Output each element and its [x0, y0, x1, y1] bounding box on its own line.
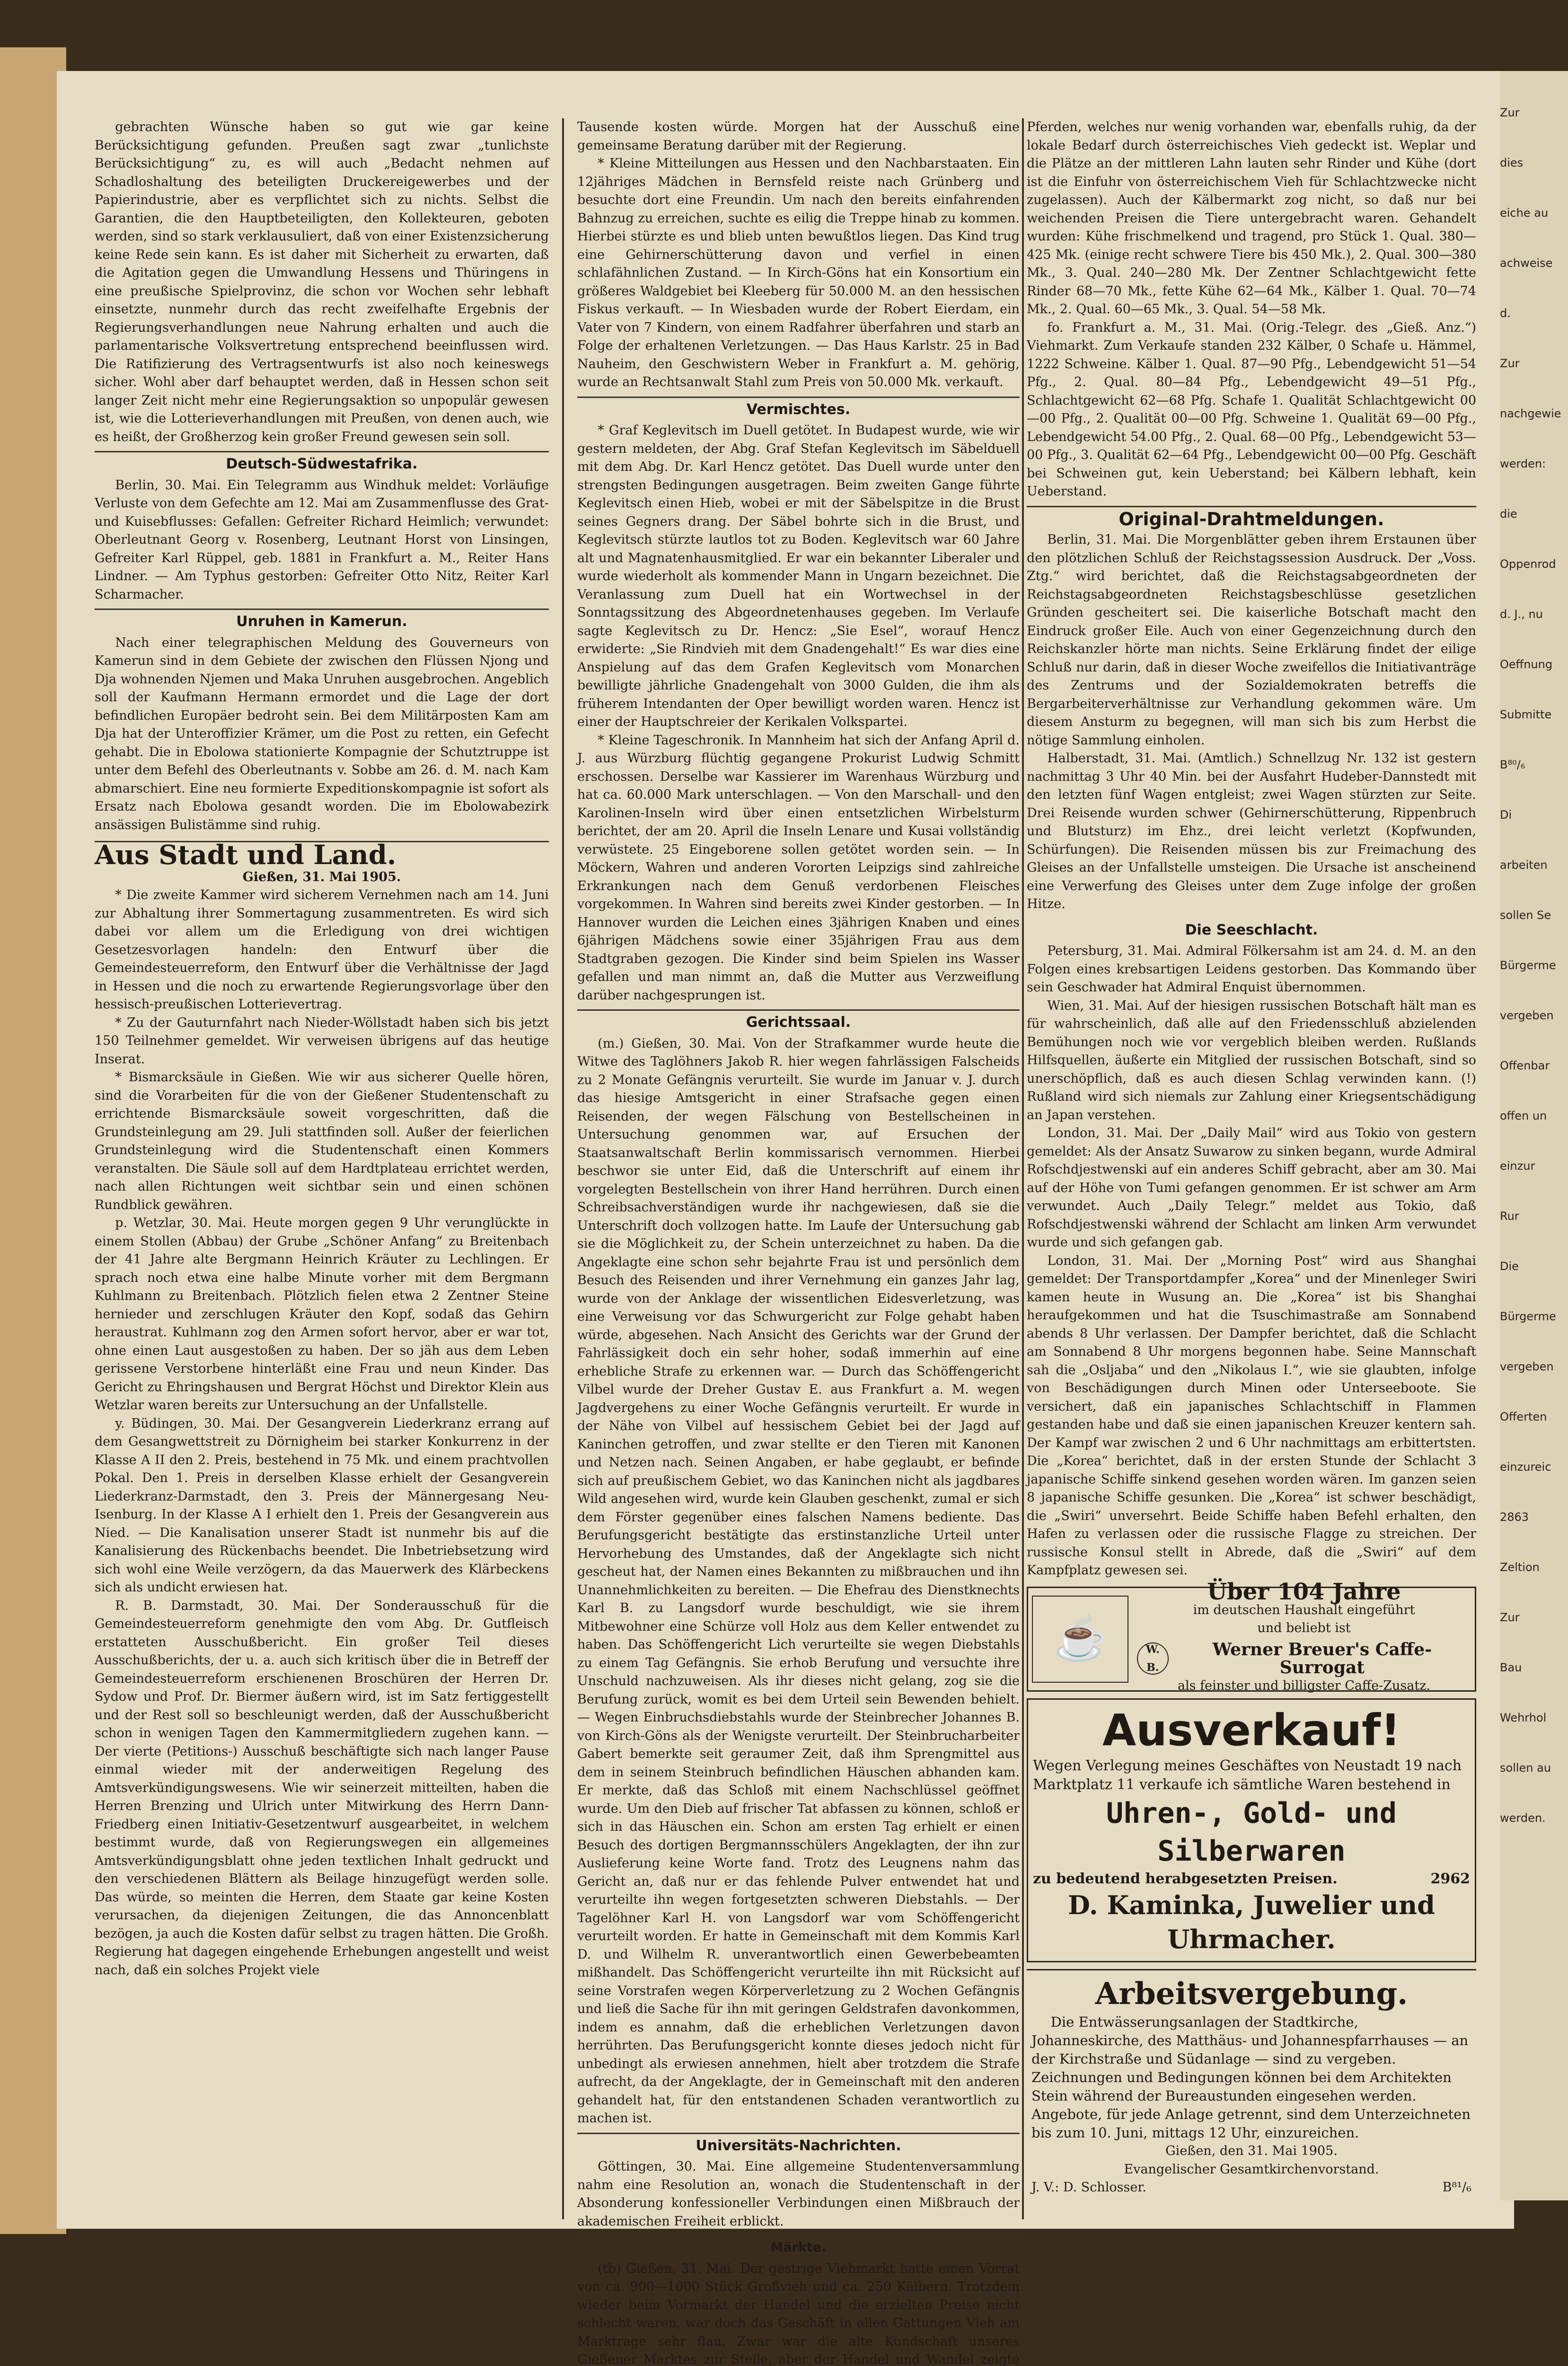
article-kammer: * Die zweite Kammer wird sicherem Vernehmen nach am 14. Juni zur Abhaltung ihrer Sommertagung zusammentreten. Es wird sich dabei vor allem um die Erledigung von drei wichtigen Gesetzesvorlagen handeln: den Entwurf über die Gemeindesteuerreform, den Entwurf über die Verhältnisse der Jagd in Hessen und die noch zu erwartende Regierungsvorlage über den hessisch-preußischen Lotterievertrag.: [95, 886, 549, 1014]
facing-page-fragment: werden.: [1500, 1810, 1568, 1827]
facing-page-fragment: Bürgerme: [1500, 957, 1568, 974]
facing-page-fragment: die: [1500, 505, 1568, 522]
ad-title: Ausverkauf!: [1033, 1704, 1470, 1757]
facing-page-fragment: Offerten: [1500, 1408, 1568, 1425]
facing-page-fragment: Oppenrod: [1500, 556, 1568, 573]
ad-prices: zu bedeutend herabgesetzten Preisen.: [1033, 1870, 1338, 1889]
article-frankfurt-viehmarkt: fo. Frankfurt a. M., 31. Mai. (Orig.-Telegr. des „Gieß. Anz.“) Viehmarkt. Zum Verkaufe standen 232 Kälber, 0 Schafe u. Hämmel, 1222 Schweine. Kälber 1. Qual. 87—90 Pfg., Lebendgewicht 51—54 Pfg., 2. Qual. 80—84 Pfg., Lebendgewicht 49—51 Pfg., Schlachtgewicht 62—68 Pfg. Schafe 1. Qualität Schlachtgewicht 00—00 Pfg., 2. Qualität 00—00 Pfg. Schweine 1. Qualität 69—00 Pfg., Lebendgewicht 54.00 Pfg., 2. Qual. 68—00 Pfg., Lebendgewicht 53—00 Pfg., 3. Qualität 62—64 Pfg., Lebendgewicht 00—00 Pfg. Geschäft bei Schweinen gut, kein Ueberstand; bei Kälbern lebhaft, kein Ueberstand.: [1027, 319, 1476, 501]
article-continuation-lotterie: gebrachten Wünsche haben so gut wie gar keine Berücksichtigung gefunden. Preußen sagt zwar „tunlichste Berücksichtigung“ zu, es will auch „Bedacht nehmen auf Schadloshaltung des beteiligten Druckereigewerbes und der Papierindustrie, aber es verpflichtet sich zu nichts. Selbst die Garantien, die den Hauptbeteiligten, den Kollekteuren, geboten werden, sind so stark verklausuliert, daß von einer Existenzsicherung keine Rede sein kann. Es ist daher mit Sicherheit zu erwarten, daß die Agitation gegen die Umwandlung Hessens und Thüringens in eine preußische Spielprovinz, die schon vor Wochen sehr lebhaft einsetzte, nunmehr durch das recht zweifelhafte Ergebnis der Regierungsverhandlungen neue Nahrung erhalten und auch die parlamentarische Volksvertretung entsprechend beeinflussen wird. Die Ratifizierung des Vertragsentwurfs ist also noch keineswegs sicher. Wohl aber darf behauptet werden, daß in Hessen schon seit langer Zeit nicht mehr eine Regierungsaktion so unpopulär gewesen ist, wie die Lotterieverhandlungen mit Preußen, von denen auch, wie es heißt, der Großherzog kein großer Freund gewesen sein soll.: [95, 118, 549, 446]
dateline: Gießen, 31. Mai 1905.: [95, 868, 549, 887]
facing-page-fragment: werden:: [1500, 455, 1568, 472]
ad-number: 2962: [1431, 1870, 1471, 1889]
article-continuation-markt: Pferden, welches nur wenig vorhanden war, ebenfalls ruhig, da der lokale Bedarf durch österreichisches Vieh gedeckt ist. Weplar und die Plätze an der mittleren Lahn lauten sehr Rinder und Kühe (dort ist die Einfuhr von österreichischem Vieh für Schlachtzwecke nicht zugelassen). Auch der Kälbermarkt zog nicht, so daß nur bei weichenden Preisen die Tiere untergebracht waren. Gehandelt wurden: Kühe frischmelkend und tragend, pro Stück 1. Qual. 380—425 Mk. (einige recht schwere Tiere bis 450 Mk.), 2. Qual. 300—380 Mk., 3. Qual. 240—280 Mk. Der Zentner Schlachtgewicht fette Rinder 68—70 Mk., fette Kühe 62—64 Mk., Kälber 1. Qual. 70—74 Mk., 2. Qual. 60—65 Mk., 3. Qual. 54—58 Mk.: [1027, 118, 1476, 319]
book-spine-edge: [0, 47, 66, 2234]
brand-logo: W. B.: [1137, 1642, 1169, 1675]
ad-caffe-surrogat: [1027, 1587, 1476, 1692]
section-title-stadt-und-land: Aus Stadt und Land.: [95, 841, 549, 865]
article-berlin: Berlin, 31. Mai. Die Morgenblätter geben ihrem Erstaunen über den plötzlichen Schluß der Reichstagssession Ausdruck. Der „Voss. Ztg.“ wird berichtet, daß die Reichstagsabgeordneten der Reichstagsabgeordneten Reichstagsbeschlüsse gesetzlichen Gründen gescheitert sei. Die kaiserliche Botschaft macht den Eindruck großer Eile. Auch von einer Gegenzeichnung durch den Reichskanzler hörte man nichts. Seine Erklärung findet der eilige Schluß nur darin, daß in dieser Woche zweifellos die Initiativanträge des Zentrums und der Sozialdemokraten betreffs die Bergarbeiterverhältnisse zur Verhandlung gekommen wäre. Um diesem Ansturm zu begegnen, will man sich bis zum Herbst die nötige Sammlung einholen.: [1027, 531, 1476, 750]
heading-maerkte: Märkte.: [577, 2235, 1020, 2257]
article-gauturnfahrt: * Zu der Gauturnfahrt nach Nieder-Wöllstadt haben sich bis jetzt 150 Teilnehmer gemeldet. Wir verweisen übrigens auf das heutige Inserat.: [95, 1014, 549, 1069]
coffee-cup-icon: ☕: [1032, 1596, 1128, 1683]
ad-brand: Werner Breuer's Caffe-Surrogat: [1173, 1641, 1471, 1677]
heading-vermischtes: Vermischtes.: [577, 397, 1020, 419]
article-kamerun: Nach einer telegraphischen Meldung des Gouverneurs von Kamerun sind in dem Gebiete der zwischen den Flüssen Njong und Dja wohnenden Njemen und Maka Unruhen ausgebrochen. Angeblich soll der Kaufmann Hermann ermordet und die Lage der dort befindlichen Europäer bedroht sein. Bei dem Militärposten Kam am Dja hat der Unteroffizier Krämer, um die Post zu retten, ein Gefecht gehabt. Die in Ebolowa stationierte Kompagnie der Schutztruppe ist unter dem Befehl des Oberleutnants v. Sobbe am 26. d. M. nach Kam abmarschiert. Eine neu formierte Expeditionskompagnie ist sofort als Ersatz nach Ebolowa gesandt worden. Die im Ebolowabezirk ansässigen Bulistämme sind ruhig.: [95, 634, 549, 835]
ad-sign: J. V.: D. Schlosser.: [1031, 2179, 1146, 2197]
ad-code: B⁸¹/₆: [1443, 2179, 1471, 2197]
ad-date: Gießen, den 31. Mai 1905.: [1031, 2142, 1471, 2161]
facing-page-fragment: B⁸⁰/₆: [1500, 756, 1568, 773]
facing-page-fragment: achweise: [1500, 255, 1568, 272]
article-wetzlar: p. Wetzlar, 30. Mai. Heute morgen gegen 9 Uhr verunglückte in einem Stollen (Abbau) der Grube „Schöner Anfang“ zu Breitenbach der 41 Jahre alte Bergmann Heinrich Kräuter zu Lechlingen. Er sprach noch etwa eine halbe Minute vorher mit dem Bergmann Kuhlmann zu Breitenbach. Plötzlich fielen etwa 2 Zentner Steine hernieder und zerschlugen Kräuter den Kopf, sodaß das Gehirn heraustrat. Kuhlmann zog den Armen sofort hervor, aber er war tot, ohne einen Laut ausgestoßen zu haben. Der so jäh aus dem Leben gerissene Verstorbene hinterläßt eine Frau und neun Kinder. Das Gericht zu Ehringshausen und Bergrat Höchst und Direktor Klein aus Wetzlar waren bereits zur Untersuchung an der Unfallstelle.: [95, 1214, 549, 1415]
article-london-morning-post: London, 31. Mai. Der „Morning Post“ wird aus Shanghai gemeldet: Der Transportdampfer „Korea“ und der Minenleger Swiri kamen heute in Wusung an. Die „Korea“ ist bis Shanghai heraufgekommen und hat die Tsuschimastraße am Sonnabend abends 8 Uhr verlassen. Der Dampfer berichtet, daß die Schlacht am Sonnabend 8 Uhr morgens begonnen habe. Seine Mannschaft sah die „Osljaba“ und den „Nikolaus I.“, wie sie glaubten, infolge von Beschädigungen durch Minen oder Unterseeboote. Sie versichert, daß ein japanisches Schlachtschiff in Flammen gestanden habe und daß sie einen japanischen Kreuzer kentern sah. Der Kampf war zwischen 2 und 6 Uhr nachmittags am erbittertsten. Die „Korea“ berichtet, daß in der ersten Stunde der Schlacht 3 japanische Schiffe sinkend gesehen worden wären. Im ganzen seien 8 japanische Schiffe gesunken. Die „Korea“ ist schwer beschädigt, die „Swiri“ unversehrt. Beide Schiffe haben Befehl erhalten, den Hafen zu verlassen oder die russische Flagge zu streichen. Der russische Konsul stellt in Abrede, daß die „Swiri“ auf dem Kampfplatz gewesen sei.: [1027, 1252, 1476, 1580]
article-halberstadt: Halberstadt, 31. Mai. (Amtlich.) Schnellzug Nr. 132 ist gestern nachmittag 3 Uhr 40 Min. bei der Ausfahrt Hudeber-Dannstedt mit den letzten fünf Wagen entgleist; zwei Wagen stürzten zur Seite. Drei Reisende wurden schwer (Gehirnerschütterung, Rippenbruch und Blutsturz) im Ehz., drei leicht verletzt (Kopfwunden, Schürfungen). Die Reisenden müssen bis zur Freimachung des Gleises an der Unfallstelle umsteigen. Die Ursache ist anscheinend eine Verwerfung des Gleises unter dem Zuge infolge der großen Hitze.: [1027, 750, 1476, 914]
facing-page-fragment: Zeltion: [1500, 1559, 1568, 1576]
facing-page-fragment: einzureic: [1500, 1458, 1568, 1475]
ad-headline: Über 104 Jahre: [1137, 1583, 1471, 1601]
heading-drahtmeldungen: Original-Drahtmeldungen.: [1027, 506, 1476, 529]
facing-page-fragment: arbeiten: [1500, 856, 1568, 874]
article-darmstadt: R. B. Darmstadt, 30. Mai. Der Sonderausschuß für die Gemeindesteuerreform genehmigte den vom Abg. Dr. Gutfleisch erstatteten Ausschußbericht. Ein großer Teil dieses Ausschußberichts, der u. a. auch sich kritisch über die in Betreff der Gemeindesteuerreform erschienenen Broschüren der Herren Dr. Sydow und Prof. Dr. Biermer äußern wird, ist im Satz fertiggestellt und der Rest soll so beschleunigt werden, daß der Ausschußbericht schon in wenigen Tagen den Kammermitgliedern zugehen kann. — Der vierte (Petitions-) Ausschuß beschäftigte sich nach langer Pause einmal wieder mit der anderweitigen Regelung des Amtsverkündigungswesens. Wie wir seinerzeit mitteilten, haben die Herren Brenzing und Ulrich unter Mitwirkung des Herrn Dann-Friedberg einen Initiativ-Gesetzentwurf ausgearbeitet, in welchem bestimmt wurde, daß von Regierungswegen ein allgemeines Amtsverkündigungsblatt ohne jeden textlichen Inhalt gedruckt und den verschiedenen Blättern als Beilage hinzugefügt werden solle. Das würde, so meinten die Herren, dem Staate gar keine Kosten verursachen, da diejenigen Zeitungen, die das Annoncenblatt bezögen, ja auch die Kosten dafür selbst zu tragen hätten. Die Großh. Regierung hat dagegen eingehende Erhebungen angestellt und weist nach, daß ein solches Projekt viele: [95, 1597, 549, 1980]
ad-line: und beliebt ist: [1137, 1619, 1471, 1638]
facing-page-fragment: Zur: [1500, 1609, 1568, 1626]
article-petersburg: Petersburg, 31. Mai. Admiral Fölkersahm ist am 24. d. M. an den Folgen eines krebsartigen Leidens gestorben. Das Kommando über sein Geschwader hat Admiral Enquist übernommen.: [1027, 942, 1476, 997]
article-bismarcksaeule: * Bismarcksäule in Gießen. Wie wir aus sicherer Quelle hören, sind die Vorarbeiten für die von der Gießener Studentenschaft zu errichtende Bismarcksäule soweit vorgeschritten, daß die Grundsteinlegung am 29. Juli stattfinden soll. Außer der feierlichen Grundsteinlegung wird die Studentenschaft einen Kommers veranstalten. Die Säule soll auf dem Hardtplateau errichtet werden, nach allen Richtungen weit sichtbar sein und einen schönen Rundblick gewähren.: [95, 1068, 549, 1214]
heading-gerichtssaal: Gerichtssaal.: [577, 1009, 1020, 1032]
facing-page-fragment: Bürgerme: [1500, 1308, 1568, 1325]
column-3: [1027, 118, 1476, 2219]
facing-page-fragment: nachgewie: [1500, 405, 1568, 422]
column-2: [577, 118, 1020, 2219]
facing-page-fragment: einzur: [1500, 1157, 1568, 1174]
facing-page-fragment: vergeben: [1500, 1358, 1568, 1375]
facing-page-fragment: Rur: [1500, 1208, 1568, 1225]
heading-universitaet: Universitäts-Nachrichten.: [577, 2133, 1020, 2155]
facing-page-fragment: Wehrhol: [1500, 1709, 1568, 1726]
article-tageschronik: * Kleine Tageschronik. In Mannheim hat sich der Anfang April d. J. aus Würzburg flüchtig gegangene Prokurist Ludwig Schmitt erschossen. Derselbe war Kassierer im Warenhaus Würzburg und hat ca. 60.000 Mark unterschlagen. — Von den Marschall- und den Karolinen-Inseln wird über einen entsetzlichen Wirbelsturm berichtet, der am 20. April die Inseln Lenare und Kusai vollständig verwüstete. 25 Eingeborene sollen getötet worden sein. — In Möckern, Wahren und anderen Vororten Leipzigs sind zahlreiche Erkrankungen nach dem Genuß verdorbenen Fleisches vorgekommen. In Wahren sind bereits zwei Kinder gestorben. — In Hannover wurden die Leichen eines 3jährigen Knaben und eines 6jährigen Mädchens sowie einer 35jährigen Frau aus dem Stadtgraben gezogen. Die Kinder sind beim Spielen ins Wasser gefallen und man nimmt an, daß die Mutter aus Verzweiflung darüber nachgesprungen ist.: [577, 732, 1020, 1005]
facing-page-fragment: d. J., nu: [1500, 606, 1568, 623]
facing-page-fragment: offen un: [1500, 1107, 1568, 1124]
ad-line: im deutschen Haushalt eingeführt: [1137, 1601, 1471, 1620]
ad-arbeitsvergebung: [1027, 1969, 1476, 2202]
facing-page-fragment: sollen Se: [1500, 907, 1568, 924]
ad-body: Die Entwässerungsanlagen der Stadtkirche, Johanneskirche, des Matthäus- und Johannespfarrhauses — an der Kirchstraße und Südanlage — sind zu vergeben. Zeichnungen und Bedingungen können bei dem Architekten Stein während der Bureaustunden eingesehen werden. Angebote, für jede Anlage getrennt, sind dem Unterzeichneten bis zum 10. Juni, mittags 12 Uhr, einzureichen.: [1031, 2013, 1471, 2142]
facing-page-edge: [1500, 71, 1568, 2200]
column-rule: [1022, 118, 1024, 2219]
heading-suedwestafrika: Deutsch-Südwestafrika.: [95, 451, 549, 474]
article-suedwestafrika: Berlin, 30. Mai. Ein Telegramm aus Windhuk meldet: Vorläufige Verluste von dem Gefechte am 12. Mai am Zusammenflusse des Grat- und Kuisebflusses: Gefallen: Gefreiter Richard Heimlich; verwundet: Oberleutnant Georg v. Rosenberg, Leutnant Horst von Linsingen, Gefreiter Karl Rüppel, geb. 1881 in Frankfurt a. M., Reiter Hans Lindner. — Am Typhus gestorben: Gefreiter Otto Nitz, Reiter Karl Scharmacher.: [95, 477, 549, 604]
facing-page-fragment: Die: [1500, 1258, 1568, 1275]
facing-page-fragment: Zur: [1500, 355, 1568, 372]
article-kleine-mitteilungen: * Kleine Mitteilungen aus Hessen und den Nachbarstaaten. Ein 12jähriges Mädchen in Bernsfeld reiste nach Grünberg und besuchte dort eine Freundin. Um nach den bereits einfahrenden Bahnzug zu erreichen, suchte es eilig die Treppe hinab zu kommen. Hierbei stürzte es und blieb unten bewußtlos liegen. Das Kind trug eine Gehirnerschütterung davon und verfiel in einen schlafähnlichen Zustand. — In Kirch-Göns hat ein Konsortium ein größeres Waldgebiet bei Kleeberg für 50.000 M. an den hessischen Fiskus verkauft. — In Wiesbaden wurde der Robert Eierdam, ein Vater von 7 Kindern, von einem Radfahrer überfahren und starb an Folge der erhaltenen Verletzungen. — Das Haus Karlstr. 25 in Bad Nauheim, den Geschwistern Weber in Frankfurt a. M. gehörig, wurde an Rechtsanwalt Stahl zum Preis von 50.000 Mk. verkauft.: [577, 155, 1020, 392]
facing-page-fragment: dies: [1500, 154, 1568, 171]
article-duell: * Graf Keglevitsch im Duell getötet. In Budapest wurde, wie wir gestern meldeten, der Abg. Graf Stefan Keglevitsch im Säbelduell mit dem Abg. Dr. Karl Hencz getötet. Das Duell wurde unter den strengsten Bedingungen ausgetragen. Beim zweiten Gange führte Keglevitsch einen Hieb, wobei er mit der Säbelspitze in die Brust seines Gegners drang. Der Säbel bohrte sich in die Brust, und Keglevitsch stürzte lautlos tot zu Boden. Keglevitsch war 60 Jahre alt und Magnatenhausmitglied. Er war ein bekannter Liberaler und wurde wiederholt als kommender Mann in Ungarn bezeichnet. Die Veranlassung zum Duell hat ein Wortwechsel in der Sonntagssitzung des Abgeordnetenhauses gegeben. Im Verlaufe sagte Keglevitsch zu Dr. Hencz: „Sie Esel“, worauf Hencz erwiderte: „Sie Rindvieh mit dem Gnadengehalt!“ Es war dies eine Anspielung auf das dem Grafen Keglevitsch vom Monarchen bewilligte jährliche Gnadengehalt von 3000 Gulden, die ihm als früherem Intendanten der Oper bewilligt worden waren. Hencz ist einer der Hauptschreier der Kerikalen Volkspartei.: [577, 422, 1020, 732]
ad-title: Arbeitsvergebung.: [1031, 1975, 1471, 2013]
facing-page-fragment: 2863: [1500, 1509, 1568, 1526]
facing-page-fragment: Submitte: [1500, 706, 1568, 723]
facing-page-fragment: vergeben: [1500, 1007, 1568, 1024]
column-rule: [562, 118, 564, 2219]
facing-page-fragment: Zur: [1500, 104, 1568, 121]
heading-kamerun: Unruhen in Kamerun.: [95, 609, 549, 631]
facing-page-fragment: Oeffnung: [1500, 656, 1568, 673]
article-gerichtssaal: (m.) Gießen, 30. Mai. Von der Strafkammer wurde heute die Witwe des Taglöhners Jakob R. hier wegen fahrlässigen Falscheids zu 2 Monate Gefängnis verurteilt. Sie wurde im Januar v. J. durch das hiesige Amtsgericht in einer Strafsache gegen einen Reisenden, der wegen Fälschung von Bestellscheinen in Untersuchung genommen war, auf Ersuchen der Staatsanwaltschaft Berlin kommissarisch vernommen. Hierbei beschwor sie unter Eid, daß die Unterschrift auf einem ihr vorgelegten Bestellschein von ihrer Hand herrühren. Durch einen Schreibsachverständigen wurde ihr nachgewiesen, daß sie die Unterschrift doch vollzogen hatte. Im Laufe der Untersuchung gab sie die Möglichkeit zu, der Schein unterzeichnet zu haben. Da die Angeklagte eine schon sehr bejahrte Frau ist und persönlich dem Besuch des Reisenden und ihrer Vernehmung ein ganzes Jahr lag, wurde von der Anklage der wissentlichen Eidesverletzung, was eine Verweisung vor das Schwurgericht zur Folge gehabt haben würde, abgesehen. Nach Ansicht des Gerichts war der Grund der Fahrlässigkeit doch ein sehr hoher, sodaß immerhin auf eine erhebliche Strafe zu erkennen war. — Durch das Schöffengericht Vilbel wurde der Dreher Gustav E. aus Frankfurt a. M. wegen Jagdvergehens zu einer Woche Gefängnis verurteilt. Er wurde in der Nähe von Vilbel auf hessischem Gebiet bei der Jagd auf Kaninchen getroffen, und zwar stellte er den Tieren mit Kanonen und Netzen nach. Seinen Angaben, er habe geglaubt, er befinde sich auf preußischem Gebiet, wo das Kaninchen nicht als jagdbares Wild angesehen wird, wurde kein Glauben geschenkt, zumal er sich dem Förster gegenüber eines falschen Namens bediente. Das Berufungsgericht bestätigte das erstinstanzliche Urteil unter Hervorhebung des Umstandes, daß der Angeklagte sich nicht gescheut hat, der Namen eines Bekannten zu mißbrauchen und ihn Unannehmlichkeiten zu bereiten. — Die Ehefrau des Dienstknechts Karl B. zu Langsdorf wurde beschuldigt, wie sie ihrem Mitbewohner eine Schürze voll Holz aus dem Keller entwendet zu haben. Das Schöffengericht Lich verurteilte sie wegen Diebstahls zu einem Tag Gefängnis. Sie erhob Berufung und versuchte ihre Unschuld nachzuweisen. Als ihr dieses nicht gelang, zog sie die Berufung zurück, womit es bei dem Urteil sein Bewenden behielt. — Wegen Einbruchsdiebstahls wurde der Steinbrecher Johannes B. von Kirch-Göns als der Wenigste verurteilt. Der Steinbrucharbeiter Gabert bemerkte seit geraumer Zeit, daß ihm Sprengmittel aus dem in seinem Steinbruch befindlichen Häuschen abhanden kam. Er merkte, daß das Schloß mit einem Nachschlüssel geöffnet wurde. Um den Dieb auf frischer Tat abfassen zu können, schloß er sich in das Häuschen ein. Schon am ersten Tag erhielt er einen Besuch des dortigen Bergmannsschülers Angeklagten, der ihn zur Auslieferung keine Worte fand. Trotz des Leugnens nahm das Gericht an, daß nur er das fehlende Pulver entwendet hat und verurteilte ihn wegen fortgesetzten schweren Diebstahls. — Der Tagelöhner Karl H. von Langsdorf war vom Schöffengericht verurteilt worden. Er hatte in Gemeinschaft mit dem Kommis Karl D. und Wilhelm R. unverantwortlich einen Gewerbebeamten mißhandelt. Das Schöffengericht verurteilte ihn mit Rücksicht auf seine Vorstrafen wegen Körperverletzung zu 2 Wochen Gefängnis und ließ die Sache für ihn mit geringen Geldstrafen davonkommen, indem es annahm, daß die erheblichen Verletzungen davon herrührten. Das Berufungsgericht konnte dieses jedoch nicht für unbedingt als erwiesen annehmen, hielt aber trotzdem die Strafe aufrecht, da der Angeklagte, der in Gemeinschaft mit den anderen gehandelt hat, für den entstandenen Schaden verantwortlich zu machen ist.: [577, 1035, 1020, 2128]
article-viehmarkt-giessen: (tb) Gießen, 31. Mai. Der gestrige Viehmarkt hatte einen Vorrat von ca. 900—1000 Stück Großvieh und ca. 250 Kälbern. Trotzdem wieder beim Vormarkt der Handel und die erzielten Preise nicht schlecht waren, war doch das Geschäft in allen Gattungen Vieh am Marktrage sehr flau. Zwar war die alte Kundschaft unseres Gießener Marktes zur Stelle, aber der Handel und Wandel zeigte: [577, 2260, 1020, 2366]
facing-page-fragment: eiche au: [1500, 204, 1568, 221]
facing-page-fragment: d.: [1500, 305, 1568, 322]
facing-page-fragment: Offenbar: [1500, 1057, 1568, 1074]
ad-body: Wegen Verlegung meines Geschäftes von Neustadt 19 nach Marktplatz 11 verkaufe ich sämtliche Waren bestehend in: [1033, 1757, 1470, 1794]
ad-ausverkauf: [1027, 1698, 1476, 1963]
article-buedingen: y. Büdingen, 30. Mai. Der Gesangverein Liederkranz errang auf dem Gesangwettstreit zu Dörnigheim bei starker Konkurrenz in der Klasse A II den 2. Preis, bestehend in 75 Mk. und einem prachtvollen Pokal. Den 1. Preis in derselben Klasse erhielt der Gesangverein Liederkranz-Darmstadt, den 3. Preis der Männergesang Neu-Isenburg. In der Klasse A I erhielt den 1. Preis der Gesangverein aus Nied. — Die Kanalisation unserer Stadt ist nunmehr bis auf die Kanalisierung des Rückenbachs beendet. Die Inbetriebsetzung wird sich wohl eine Weile verzögern, da das Mauerwerk des Klärbeckens sich als undicht erwiesen hat.: [95, 1415, 549, 1597]
article-goettingen: Göttingen, 30. Mai. Eine allgemeine Studentenversammlung nahm eine Resolution an, wonach die Studentenschaft in der Absonderung konfessioneller Verbindungen einen Mißbrauch der akademischen Freiheit erblickt.: [577, 2158, 1020, 2231]
column-1: [95, 118, 549, 2219]
article-wien: Wien, 31. Mai. Auf der hiesigen russischen Botschaft hält man es für wahrscheinlich, daß alle auf den Friedensschluß abzielenden Bemühungen noch wie vor vergeblich bleiben werden. Rußlands Hilfsquellen, äußerte ein Mitglied der russischen Botschaft, sind so unerschöpflich, daß es auch diesen Schlag verwinden kann. (!) Rußland wird sich niemals zur Zahlung einer Kriegsentschädigung an Japan verstehen.: [1027, 997, 1476, 1125]
article-london-daily-mail: London, 31. Mai. Der „Daily Mail“ wird aus Tokio von gestern gemeldet: Als der Ansatz Suwarow zu sinken begann, wurde Admiral Rofschdjestwenski auf ein anderes Schiff gebracht, aber am 30. Mai auf der Höhe von Tumi gefangen genommen. Er ist schwer am Arm verwundet. Auch „Daily Telegr.“ meldet aus Tokio, daß Rofschdjestwenski während der Schlacht am linken Arm verwundet wurde und sich gefangen gab.: [1027, 1124, 1476, 1252]
facing-page-fragment: sollen au: [1500, 1759, 1568, 1776]
ad-firm: D. Kaminka, Juwelier und Uhrmacher.: [1033, 1888, 1470, 1956]
ad-goods: Uhren-, Gold- und Silberwaren: [1033, 1794, 1470, 1870]
heading-seeschlacht: Die Seeschlacht.: [1027, 918, 1476, 940]
article-continuation-ausschuss: Tausende kosten würde. Morgen hat der Ausschuß eine gemeinsame Beratung darüber mit der Regierung.: [577, 118, 1020, 155]
facing-page-fragment: Di: [1500, 806, 1568, 823]
ad-tagline: als feinster und billigster Caffe-Zusatz.: [1137, 1677, 1471, 1695]
ad-org: Evangelischer Gesamtkirchenvorstand.: [1031, 2161, 1471, 2179]
facing-page-fragment: Bau: [1500, 1659, 1568, 1676]
